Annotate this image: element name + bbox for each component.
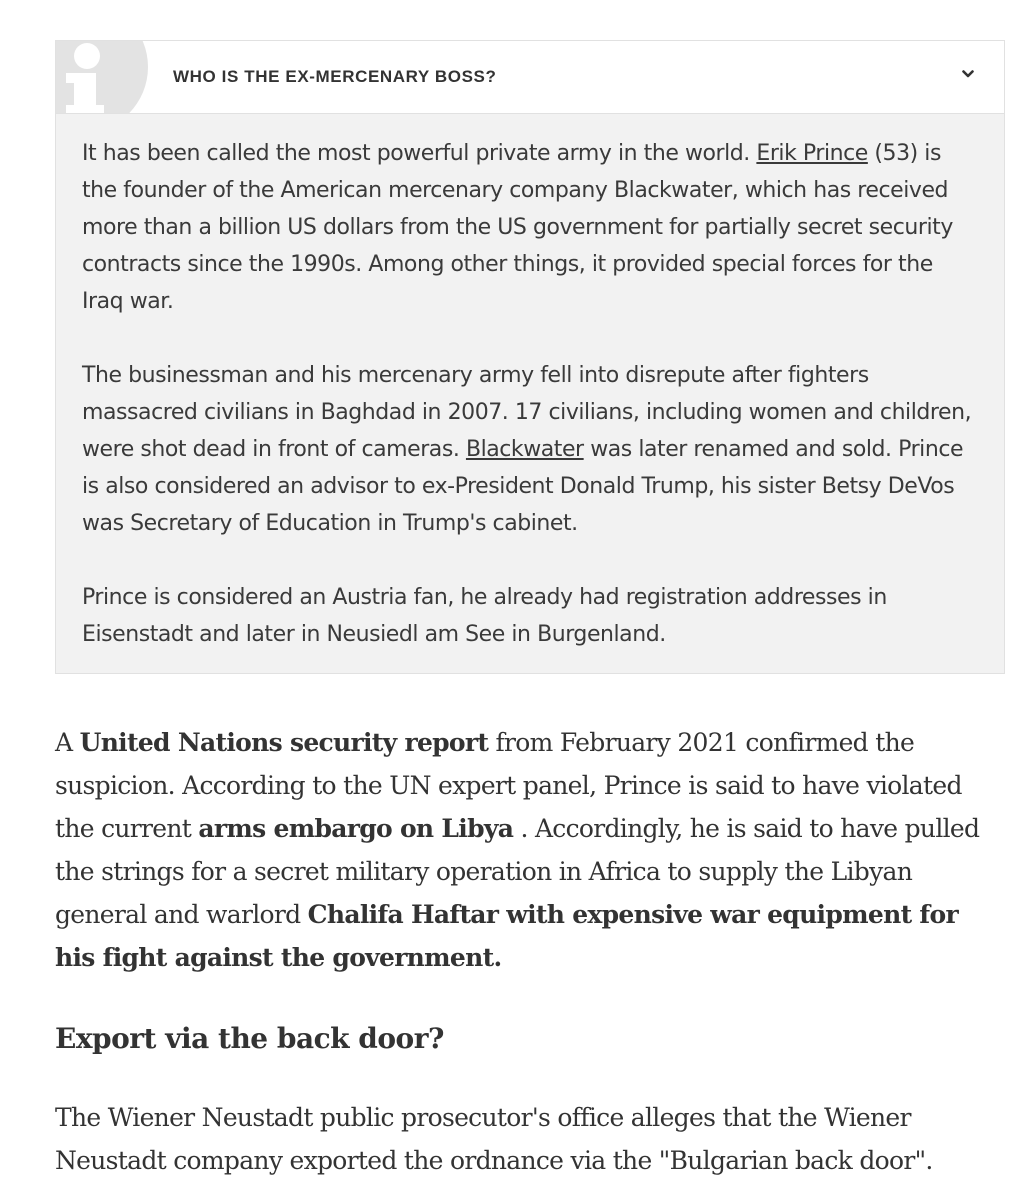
erik-prince-link[interactable]: Erik Prince: [756, 141, 868, 166]
info-box: [55, 40, 1005, 674]
info-box-header[interactable]: [56, 41, 1004, 114]
section-heading: Export via the back door?: [55, 1022, 444, 1055]
article-paragraph-1: A United Nations security report from February 2021 confirmed the suspicion. According to the UN expert panel, Prince is said to have violated the current arms embargo on Libya . Accordingly, he is said to have pulled the strings for a secret military operation in Africa to supply the Libyan general and warlord Chalifa Haftar with expensive war equipment for his fight against the government.: [55, 728, 980, 972]
article-paragraph-2: The Wiener Neustadt public prosecutor's office alleges that the Wiener Neustadt company exported the ordnance via the "Bulgarian back door".: [55, 1103, 933, 1175]
article-body: [55, 721, 1005, 1182]
info-paragraph-2: The businessman and his mercenary army fell into disrepute after fighters massacred civilians in Baghdad in 2007. 17 civilians, including women and children, were shot dead in front of cameras. Blackwater was later renamed and sold. Prince is also considered an advisor to ex-President Donald Trump, his sister Betsy DeVos was Secretary of Education in Trump's cabinet.: [82, 363, 972, 536]
article-content: [55, 40, 1005, 1182]
info-icon: [56, 41, 148, 114]
blackwater-link[interactable]: Blackwater: [465, 437, 584, 462]
info-paragraph-1: It has been called the most powerful private army in the world. Erik Prince (53) is the founder of the American mercenary company Blackwater, which has received more than a billion US dollars from the US government for partially secret security contracts since the 1990s. Among other things, it provided special forces for the Iraq war.: [82, 141, 953, 314]
chevron-down-icon[interactable]: [962, 68, 974, 80]
info-box-body: [56, 114, 1004, 673]
info-paragraph-3: Prince is considered an Austria fan, he already had registration addresses in Eisenstadt and later in Neusiedl am See in Burgenland.: [82, 585, 887, 647]
info-box-title: WHO IS THE EX-MERCENARY BOSS?: [173, 67, 497, 86]
